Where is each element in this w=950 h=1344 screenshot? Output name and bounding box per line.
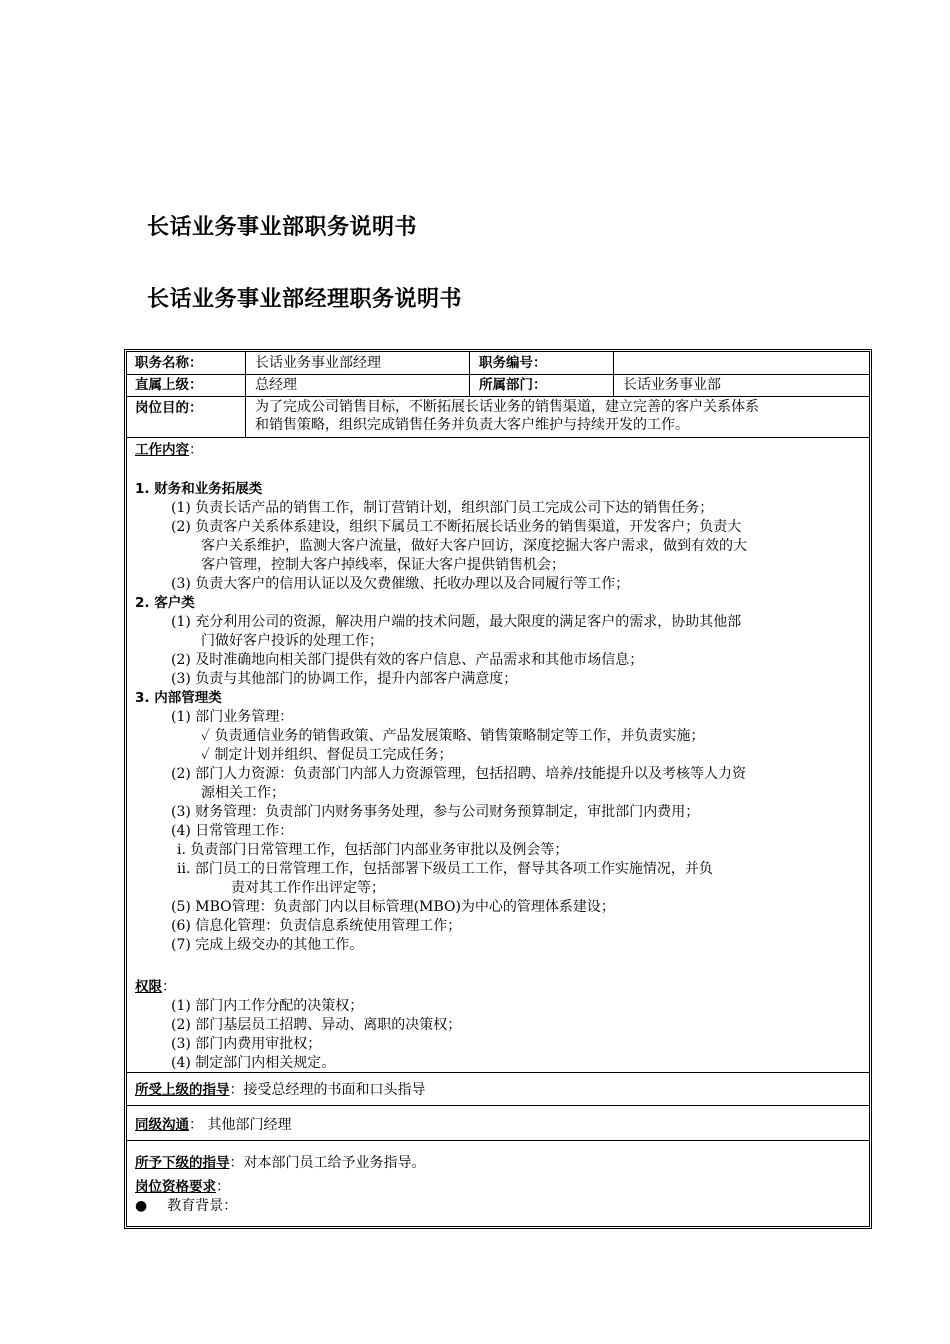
job-name-label: 职务名称： (135, 355, 203, 371)
peer-text: 同级沟通： 其他部门经理 (135, 1117, 292, 1133)
work-item-line: 客户关系维护，监测大客户流量，做好大客户回访，深度挖掘大客户需求，做到有效的大 (201, 538, 747, 554)
row-purpose (127, 397, 869, 438)
row-peer-communication (127, 1108, 869, 1141)
job-no-label: 职务编号： (479, 355, 547, 371)
row-job-name (127, 352, 869, 375)
work-item-line: (3) 负责大客户的信用认证以及欠费催缴、托收办理以及合同履行等工作； (171, 576, 630, 592)
work-item-line: (3) 负责与其他部门的协调工作，提升内部客户满意度； (171, 671, 518, 687)
purpose-label: 岗位目的： (135, 400, 203, 416)
work-item-line: 责对其工作作出评定等； (231, 880, 385, 896)
work-item-line: (6) 信息化管理：负责信息系统使用管理工作； (171, 918, 462, 934)
work-item-line: (1) 部门业务管理： (171, 709, 294, 725)
work-item-line: (2) 及时准确地向相关部门提供有效的客户信息、产品需求和其他市场信息； (171, 652, 644, 668)
work-item-line: (4) 日常管理工作： (171, 823, 294, 839)
qualification-heading: 岗位资格要求： (135, 1179, 230, 1195)
work-item-line: ii. 部门员工的日常管理工作，包括部署下级员工工作，督导其各项工作实施情况，并负 (177, 861, 713, 877)
job-description-table (124, 349, 872, 1229)
work-category-heading: 1. 财务和业务拓展类 (135, 481, 263, 497)
bullet-icon: ● (135, 1198, 148, 1214)
authority-item: (3) 部门内费用审批权； (171, 1036, 322, 1052)
work-category-heading: 3. 内部管理类 (135, 690, 222, 706)
subordinate-text: 所予下级的指导：对本部门员工给予业务指导。 (135, 1155, 426, 1171)
guidance-text: 所受上级的指导：接受总经理的书面和口头指导 (135, 1082, 426, 1098)
superior-value: 总经理 (255, 377, 297, 393)
row-superior (127, 374, 869, 397)
document-title: 长话业务事业部职务说明书 (147, 215, 418, 240)
work-item-line: 源相关工作； (201, 785, 285, 801)
purpose-line-1: 为了完成公司销售目标，不断拓展长话业务的销售渠道，建立完善的客户关系体系 (255, 399, 759, 415)
work-category-heading: 2. 客户类 (135, 595, 195, 611)
work-item-line: (2) 部门人力资源：负责部门内部人力资源管理，包括招聘、培养/技能提升以及考核等人力资 (171, 766, 746, 782)
document-subtitle: 长话业务事业部经理职务说明书 (147, 287, 463, 312)
work-content-section (127, 438, 869, 1073)
work-item-line: ✓ 制定计划并组织、督促员工完成任务； (201, 747, 453, 763)
authority-item: (4) 制定部门内相关规定。 (171, 1055, 336, 1071)
work-item-line: (1) 充分利用公司的资源，解决用户端的技术问题，最大限度的满足客户的需求，协助其他部 (171, 614, 742, 630)
job-name-value: 长话业务事业部经理 (255, 355, 381, 371)
work-item-line: i. 负责部门日常管理工作，包括部门内部业务审批以及例会等； (177, 842, 569, 858)
work-item-line: (1) 负责长话产品的销售工作，制订营销计划，组织部门员工完成公司下达的销售任务； (171, 500, 714, 516)
purpose-line-2: 和销售策略，组织完成销售任务并负责大客户维护与持续开发的工作。 (255, 417, 689, 433)
authority-item: (2) 部门基层员工招聘、异动、离职的决策权； (171, 1017, 462, 1033)
qualification-item: ● 教育背景： (135, 1198, 238, 1214)
dept-value: 长话业务事业部 (623, 377, 721, 393)
work-item-line: (7) 完成上级交办的其他工作。 (171, 937, 364, 953)
work-item-line: ✓ 负责通信业务的销售政策、产品发展策略、销售策略制定等工作，并负责实施； (201, 728, 705, 744)
superior-label: 直属上级： (135, 377, 203, 393)
authority-heading: 权限： (135, 979, 176, 995)
dept-label: 所属部门： (479, 377, 547, 393)
work-item-line: (2) 负责客户关系体系建设，组织下属员工不断拓展长话业务的销售渠道，开发客户；负责大 (171, 519, 742, 535)
row-guidance (127, 1073, 869, 1106)
authority-item: (1) 部门内工作分配的决策权； (171, 998, 364, 1014)
work-item-line: 门做好客户投诉的处理工作； (201, 633, 383, 649)
work-item-line: (3) 财务管理：负责部门内财务事务处理，参与公司财务预算制定，审批部门内费用； (171, 804, 700, 820)
work-item-line: 客户管理，控制大客户掉线率，保证大客户提供销售机会； (201, 557, 565, 573)
work-content-heading: 工作内容： (135, 442, 203, 458)
row-subordinate-qualification (127, 1144, 869, 1226)
work-item-line: (5) MBO管理：负责部门内以目标管理(MBO)为中心的管理体系建设； (171, 899, 615, 915)
